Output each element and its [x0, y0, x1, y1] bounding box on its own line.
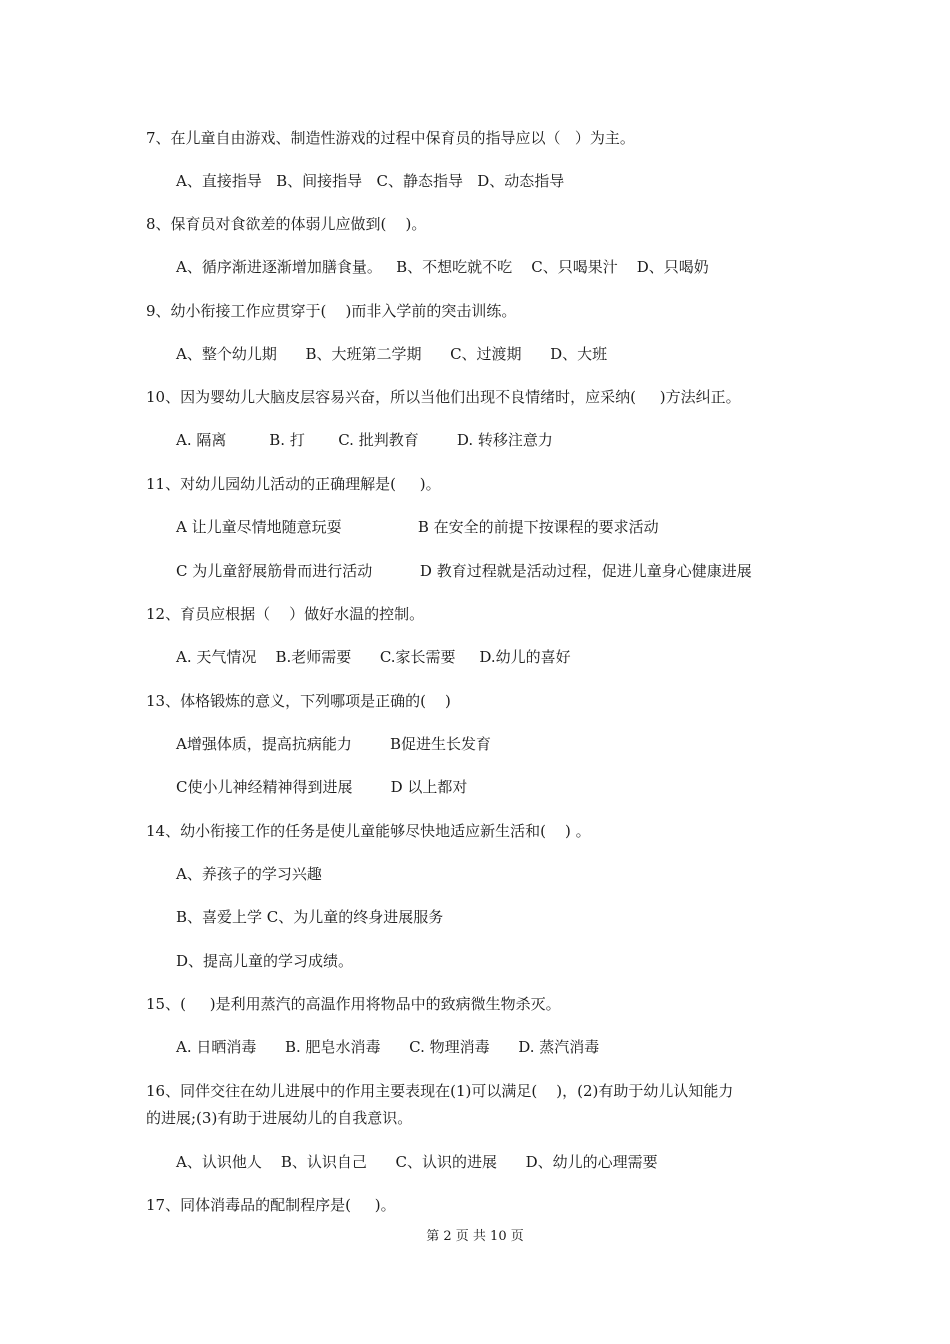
question-13: 13、体格锻炼的意义，下列哪项是正确的( )	[146, 692, 451, 710]
question-14: 14、幼小衔接工作的任务是使儿童能够尽快地适应新生活和( ) 。	[146, 822, 591, 840]
question-11-options-cd: C 为儿童舒展筋骨而进行活动 D 教育过程就是活动过程，促进儿童身心健康进展	[176, 562, 752, 580]
question-7: 7、在儿童自由游戏、制造性游戏的过程中保育员的指导应以（ ）为主。	[146, 129, 635, 147]
question-15: 15、( )是利用蒸汽的高温作用将物品中的致病微生物杀灭。	[146, 995, 561, 1013]
question-16-line-2: 的进展;(3)有助于进展幼儿的自我意识。	[146, 1109, 413, 1127]
question-10: 10、因为婴幼儿大脑皮层容易兴奋，所以当他们出现不良情绪时，应采纳( )方法纠正。	[146, 388, 741, 406]
page-footer: 第 2 页 共 10 页	[426, 1229, 524, 1244]
question-16-line-1: 16、同伴交往在幼儿进展中的作用主要表现在(1)可以满足( )，(2)有助于幼儿认知能力	[146, 1082, 734, 1100]
question-9: 9、幼小衔接工作应贯穿于( )而非入学前的突击训练。	[146, 302, 517, 320]
question-13-options-ab: A增强体质，提高抗病能力 B促进生长发育	[176, 735, 492, 753]
question-11: 11、对幼儿园幼儿活动的正确理解是( )。	[146, 475, 441, 493]
question-15-options: A. 日晒消毒 B. 肥皂水消毒 C. 物理消毒 D. 蒸汽消毒	[176, 1038, 600, 1056]
question-13-options-cd: C使小儿神经精神得到进展 D 以上都对	[176, 778, 468, 796]
question-14-options-bc: B、喜爱上学 C、为儿童的终身进展服务	[176, 908, 444, 926]
question-14-option-a: A、养孩子的学习兴趣	[176, 865, 322, 883]
question-8-options: A、循序渐进逐渐增加膳食量。 B、不想吃就不吃 C、只喝果汁 D、只喝奶	[176, 258, 709, 276]
question-12: 12、育员应根据（ ）做好水温的控制。	[146, 605, 425, 623]
question-7-options: A、直接指导 B、间接指导 C、静态指导 D、动态指导	[176, 172, 565, 190]
question-9-options: A、整个幼儿期 B、大班第二学期 C、过渡期 D、大班	[176, 345, 608, 363]
question-17: 17、同体消毒品的配制程序是( )。	[146, 1196, 396, 1214]
question-14-option-d: D、提高儿童的学习成绩。	[176, 952, 354, 970]
question-10-options: A. 隔离 B. 打 C. 批判教育 D. 转移注意力	[176, 431, 553, 449]
question-12-options: A. 天气情况 B.老师需要 C.家长需要 D.幼儿的喜好	[176, 648, 571, 666]
question-11-options-ab: A 让儿童尽情地随意玩耍 B 在安全的前提下按课程的要求活动	[176, 518, 659, 536]
question-8: 8、保育员对食欲差的体弱儿应做到( )。	[146, 215, 427, 233]
question-16-options: A、认识他人 B、认识自己 C、认识的进展 D、幼儿的心理需要	[176, 1153, 658, 1171]
